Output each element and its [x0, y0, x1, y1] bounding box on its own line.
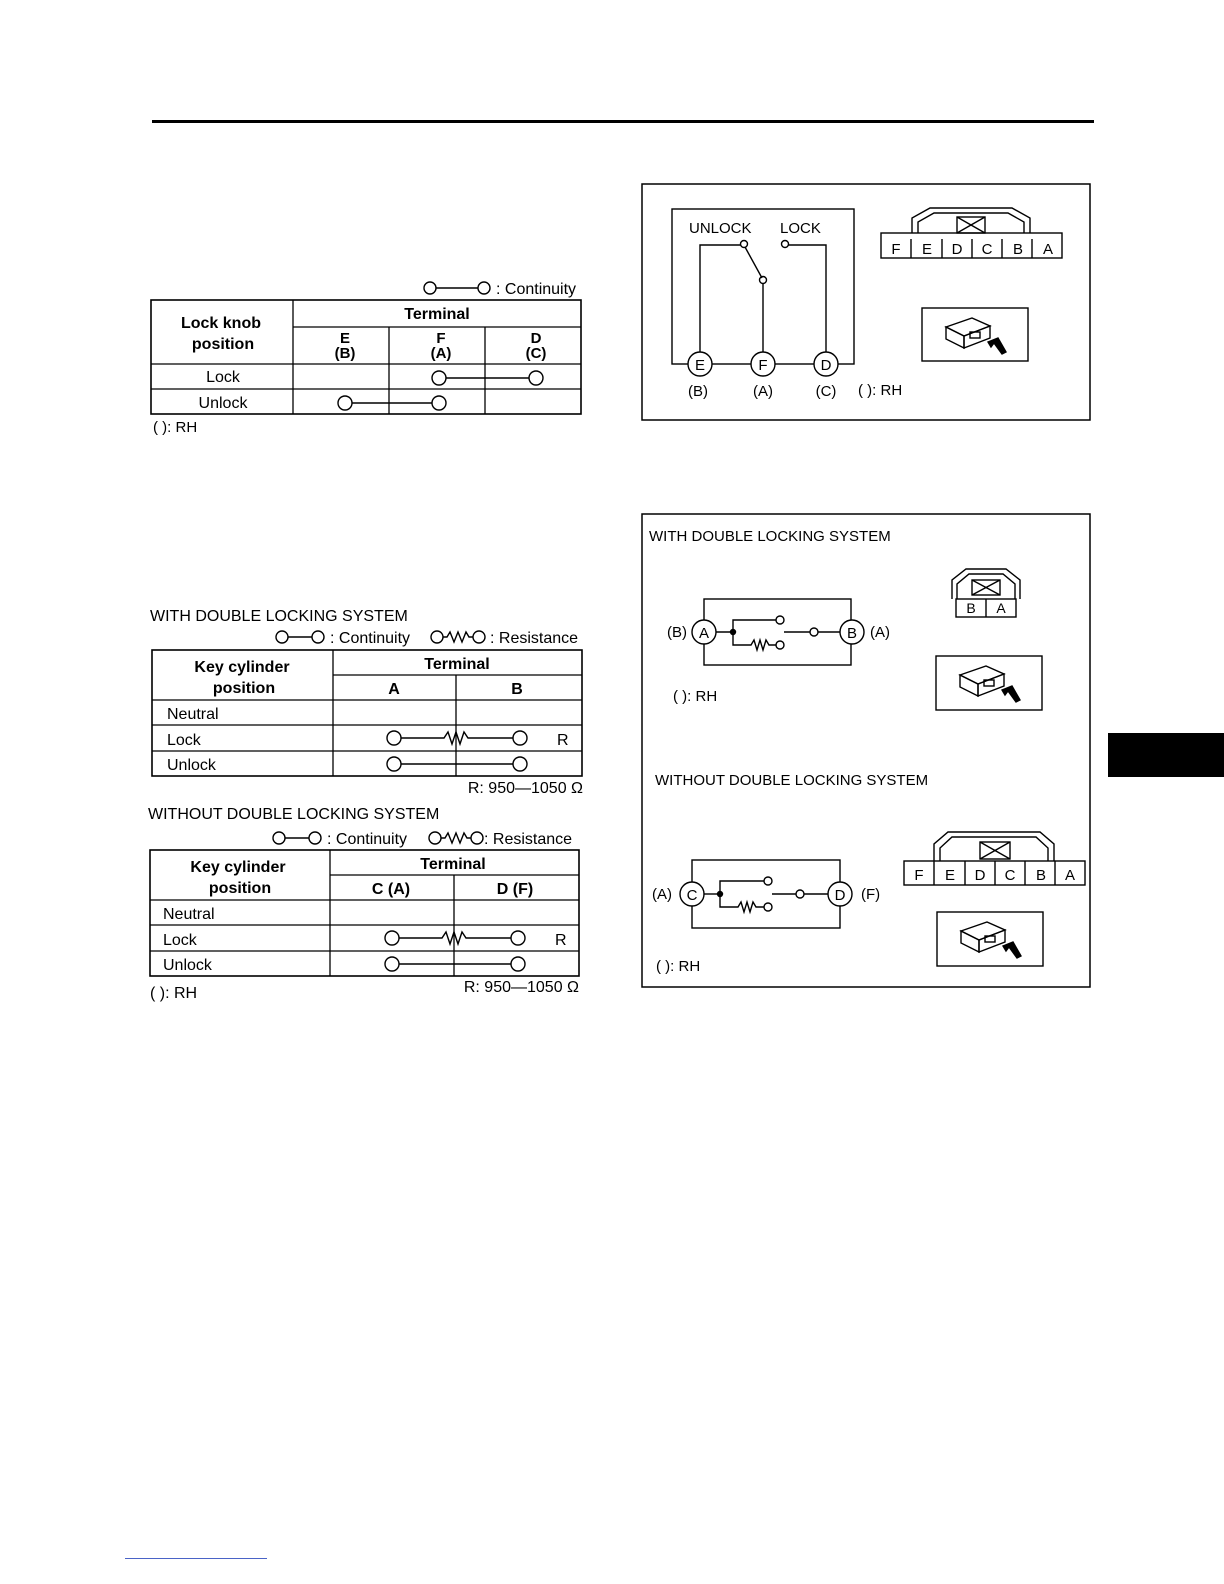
- without-heading: WITHOUT DOUBLE LOCKING SYSTEM: [148, 806, 440, 823]
- terminal-e: E: [694, 357, 706, 374]
- continuity-legend-symbol: [276, 631, 324, 643]
- without-heading: WITHOUT DOUBLE LOCKING SYSTEM: [655, 772, 929, 789]
- col-c-a: C (A): [371, 881, 411, 898]
- resistance-legend-symbol: [431, 631, 485, 643]
- col-f: F: [436, 330, 446, 347]
- terminal-f-rh: (A): [753, 383, 773, 400]
- pin-a: A: [1042, 241, 1054, 258]
- col-f-rh: (A): [430, 345, 452, 362]
- row-unlock: Unlock: [163, 957, 212, 974]
- legend-resistance-label: : Resistance: [484, 831, 573, 848]
- legend-resistance-label: : Resistance: [490, 630, 579, 647]
- rh-note: ( ): RH: [858, 382, 903, 399]
- header-key-cylinder: Key cylinder: [190, 859, 286, 876]
- lock-continuity-mark: [432, 371, 543, 385]
- terminal-d: D: [820, 357, 832, 374]
- row-lock: Lock: [206, 369, 240, 386]
- pin-a: A: [1064, 867, 1076, 884]
- legend-continuity-label: : Continuity: [330, 630, 411, 647]
- unlock-continuity-mark: [338, 396, 446, 410]
- col-d-rh: (C): [525, 345, 547, 362]
- terminal-e-rh: (B): [688, 383, 708, 400]
- terminal-c: C: [686, 887, 698, 904]
- row-lock: Lock: [167, 732, 201, 749]
- pin-c: C: [1004, 867, 1016, 884]
- row-unlock: Unlock: [198, 395, 248, 412]
- pin-d: D: [951, 241, 963, 258]
- key-cylinder-switch-diagram: [642, 514, 1090, 987]
- terminal-f: F: [758, 357, 768, 374]
- connector-plug-icon: [960, 666, 1020, 702]
- rh-note: ( ): RH: [153, 419, 198, 436]
- terminal-d-rh: (C): [815, 383, 837, 400]
- legend-continuity-label: : Continuity: [496, 281, 577, 298]
- rh-note: ( ): RH: [150, 985, 198, 1002]
- header-lock-knob: Lock knob: [180, 315, 262, 332]
- r-mark: R: [557, 732, 569, 749]
- header-terminal: Terminal: [424, 656, 490, 673]
- row-neutral: Neutral: [167, 706, 219, 723]
- row-lock: Lock: [163, 932, 197, 949]
- pin-f: F: [914, 867, 924, 884]
- row-unlock: Unlock: [167, 757, 216, 774]
- pin-b: B: [966, 600, 976, 616]
- header-key-cylinder: Key cylinder: [194, 659, 290, 676]
- terminal-b: B: [846, 625, 858, 642]
- r-value-note: R: 950—1050 Ω: [467, 780, 583, 797]
- header-terminal: Terminal: [420, 856, 486, 873]
- pin-e: E: [944, 867, 956, 884]
- terminal-d-rh: (F): [861, 886, 881, 903]
- with-heading: WITH DOUBLE LOCKING SYSTEM: [150, 608, 408, 625]
- terminal-c-rh: (A): [652, 886, 672, 903]
- terminal-b-rh: (A): [870, 624, 890, 641]
- continuity-legend-symbol: [424, 282, 490, 294]
- col-e-rh: (B): [334, 345, 356, 362]
- with-heading: WITH DOUBLE LOCKING SYSTEM: [649, 528, 891, 545]
- pin-d: D: [974, 867, 986, 884]
- col-e: E: [339, 330, 351, 347]
- lock-resistance-mark: [385, 931, 525, 945]
- lock-resistance-mark: [387, 731, 527, 745]
- legend-continuity-label: : Continuity: [327, 831, 408, 848]
- connector-plug-icon: [961, 922, 1021, 958]
- terminal-d: D: [834, 887, 846, 904]
- row-neutral: Neutral: [163, 906, 215, 923]
- lock-knob-switch-diagram: [642, 184, 1090, 420]
- col-d: D: [530, 330, 542, 347]
- header-position: position: [208, 880, 272, 897]
- pin-b: B: [1035, 867, 1047, 884]
- col-d-f: D (F): [496, 881, 534, 898]
- resistance-legend-symbol: [429, 832, 483, 844]
- terminal-a: A: [698, 625, 710, 642]
- lock-label: LOCK: [780, 220, 821, 237]
- header-position: position: [191, 336, 255, 353]
- continuity-legend-symbol: [273, 832, 321, 844]
- unlock-continuity-mark: [385, 957, 525, 971]
- pin-c: C: [981, 241, 993, 258]
- unlock-label: UNLOCK: [689, 220, 752, 237]
- pin-f: F: [891, 241, 901, 258]
- col-a: A: [388, 681, 400, 698]
- connector-6pin-icon: [904, 832, 1085, 885]
- pin-e: E: [921, 241, 933, 258]
- connector-6pin-icon: [881, 208, 1062, 258]
- col-b: B: [511, 681, 523, 698]
- r-value-note: R: 950—1050 Ω: [463, 979, 579, 996]
- pin-b: B: [1012, 241, 1024, 258]
- header-terminal: Terminal: [404, 306, 470, 323]
- header-position: position: [212, 680, 276, 697]
- unlock-continuity-mark: [387, 757, 527, 771]
- connector-plug-icon: [946, 318, 1006, 354]
- rh-note: ( ): RH: [673, 688, 718, 705]
- connector-2pin-icon: [952, 569, 1020, 617]
- terminal-a-rh: (B): [667, 624, 687, 641]
- pin-a: A: [996, 600, 1006, 616]
- rh-note: ( ): RH: [656, 958, 701, 975]
- r-mark: R: [555, 932, 567, 949]
